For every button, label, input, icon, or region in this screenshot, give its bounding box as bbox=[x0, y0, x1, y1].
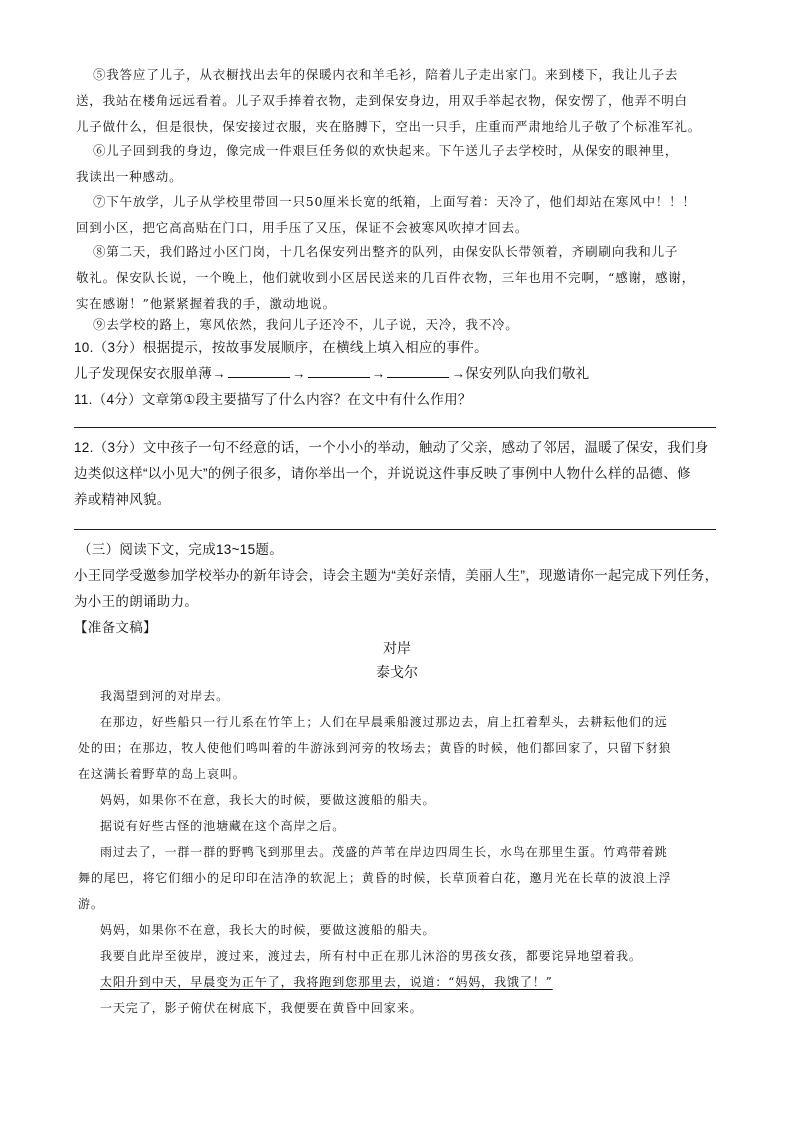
poem-line: 舞的尾巴，将它们细小的足印印在洁净的软泥上；黄昏的时候，长草顶着白花，邀月光在长草的波浪上浮 bbox=[78, 871, 672, 885]
question-11-prompt: 11.（4分）文章第①段主要描写了什么内容？在文中有什么作用？ bbox=[74, 392, 472, 407]
story-line: ⑦下午放学，儿子从学校里带回一只50厘米长宽的纸箱，上面写着：天冷了，他们却站在寒风中！！！ bbox=[93, 194, 696, 209]
answer-line-11[interactable] bbox=[74, 427, 716, 428]
chain-start: 儿子发现保安衣服单薄 bbox=[74, 366, 212, 381]
arrow-icon: → bbox=[371, 366, 386, 381]
story-line: 送，我站在楼角远远看着。儿子双手捧着衣物，走到保安身边，用双手举起衣物，保安愣了，他弄不明白 bbox=[76, 93, 688, 108]
poem-title: 对岸 bbox=[383, 640, 411, 656]
poem-line: 游。 bbox=[78, 897, 104, 911]
arrow-icon: → bbox=[212, 366, 226, 381]
answer-blank-1[interactable] bbox=[228, 363, 290, 378]
poem-line: 在那边，好些船只一行儿系在竹竿上；人们在早晨乘船渡过那边去，肩上扛着犁头，去耕耘他们的远 bbox=[100, 715, 668, 729]
question-10 bbox=[74, 335, 734, 387]
story-line: 实在感谢！”他紧紧握着我的手，激动地说。 bbox=[76, 296, 336, 311]
answer-blank-2[interactable] bbox=[308, 363, 370, 378]
poem-line: 妈妈，如果你不在意，我长大的时候，要做这渡船的船夫。 bbox=[100, 923, 436, 937]
story-line: 我读出一种感动。 bbox=[76, 169, 183, 184]
poem-author: 泰戈尔 bbox=[376, 664, 418, 680]
question-12-line: 边类似这样“以小见大”的例子很多，请你举出一个，并说说这件事反映了事例中人物什么样的品德、修 bbox=[74, 466, 691, 481]
section-3-intro: 为小王的朗诵助力。 bbox=[74, 594, 199, 609]
poem-body bbox=[78, 683, 720, 1021]
poem-line: 处的田；在那边，牧人使他们鸣叫着的牛游泳到河旁的牧场去；黄昏的时候，他们都回家了，只留下豺狼 bbox=[78, 741, 672, 755]
story-line: 儿子做什么，但是很快，保安接过衣服，夹在胳膊下，空出一只手，庄重而严肃地给儿子敬了个标准军礼。 bbox=[76, 119, 702, 134]
story-line: ⑥儿子回到我的身边，像完成一件艰巨任务似的欢快起来。下午送儿子去学校时，从保安的眼神里， bbox=[93, 143, 679, 158]
answer-blank-3[interactable] bbox=[387, 363, 449, 378]
chain-end: 保安列队向我们敬礼 bbox=[465, 366, 590, 381]
question-10-chain bbox=[74, 361, 734, 387]
story-line: ⑤我答应了儿子，从衣橱找出去年的保暖内衣和羊毛衫，陪着儿子走出家门。来到楼下，我让儿子去 bbox=[93, 67, 679, 82]
poem-line: 一天完了，影子俯伏在树底下，我便要在黄昏中回家来。 bbox=[100, 1001, 423, 1015]
arrow-icon: → bbox=[451, 366, 466, 381]
question-11 bbox=[74, 387, 734, 413]
answer-line-12[interactable] bbox=[74, 529, 716, 530]
question-10-prompt: 10.（3分）根据提示，按故事发展顺序，在横线上填入相应的事件。 bbox=[74, 340, 488, 355]
section-3-intro: 小王同学受邀参加学校举办的新年诗会，诗会主题为“美好亲情，美丽人生”，现邀请你一起完成下列任务， bbox=[74, 568, 719, 583]
story-line: 回到小区，把它高高贴在门口，用手压了又压，保证不会被寒风吹掉才回去。 bbox=[76, 220, 529, 235]
question-12-line: 养或精神风貌。 bbox=[74, 492, 171, 507]
poem-line: 我渴望到河的对岸去。 bbox=[100, 689, 230, 703]
poem-line: 妈妈，如果你不在意，我长大的时候，要做这渡船的船夫。 bbox=[100, 793, 436, 807]
poem-line: 在这满长着野草的岛上哀叫。 bbox=[78, 767, 246, 781]
poem-line-underlined: 太阳升到中天，早晨变为正午了，我将跑到您那里去，说道：“妈妈，我饿了！” bbox=[100, 975, 553, 989]
story-line: 敬礼。保安队长说，一个晚上，他们就收到小区居民送来的几百件衣物，三年也用不完啊，“感谢，感谢， bbox=[76, 270, 695, 285]
story-line: ⑧第二天，我们路过小区门岗，十几名保安列出整齐的队列，由保安队长带领着，齐刷刷向我和儿子 bbox=[93, 244, 679, 259]
section-3 bbox=[74, 537, 734, 641]
story-line: ⑨去学校的路上，寒风依然，我问儿子还冷不，儿子说，天冷，我不冷。 bbox=[93, 317, 519, 332]
story-paragraph-7 bbox=[76, 189, 736, 241]
question-12 bbox=[74, 435, 734, 513]
section-3-task: 【准备文稿】 bbox=[74, 620, 157, 635]
poem-line: 据说有好些古怪的池塘藏在这个高岸之后。 bbox=[100, 819, 346, 833]
story-paragraph-8 bbox=[76, 239, 736, 317]
poem-line: 我要自此岸至彼岸，渡过来，渡过去，所有村中正在那儿沐浴的男孩女孩，都要诧异地望着我。 bbox=[100, 949, 642, 963]
story-paragraph-6 bbox=[76, 138, 736, 190]
story-paragraph-5 bbox=[76, 62, 736, 140]
section-3-heading: （三）阅读下文，完成13~15题。 bbox=[78, 542, 284, 557]
question-12-line: 12.（3分）文中孩子一句不经意的话，一个小小的举动，触动了父亲，感动了邻居，温暖了保安，我们身 bbox=[74, 440, 709, 455]
poem-line: 雨过去了，一群一群的野鸭飞到那里去。茂盛的芦苇在岸边四周生长，水鸟在那里生蛋。竹鸡带着跳 bbox=[100, 845, 668, 859]
arrow-icon: → bbox=[291, 366, 306, 381]
